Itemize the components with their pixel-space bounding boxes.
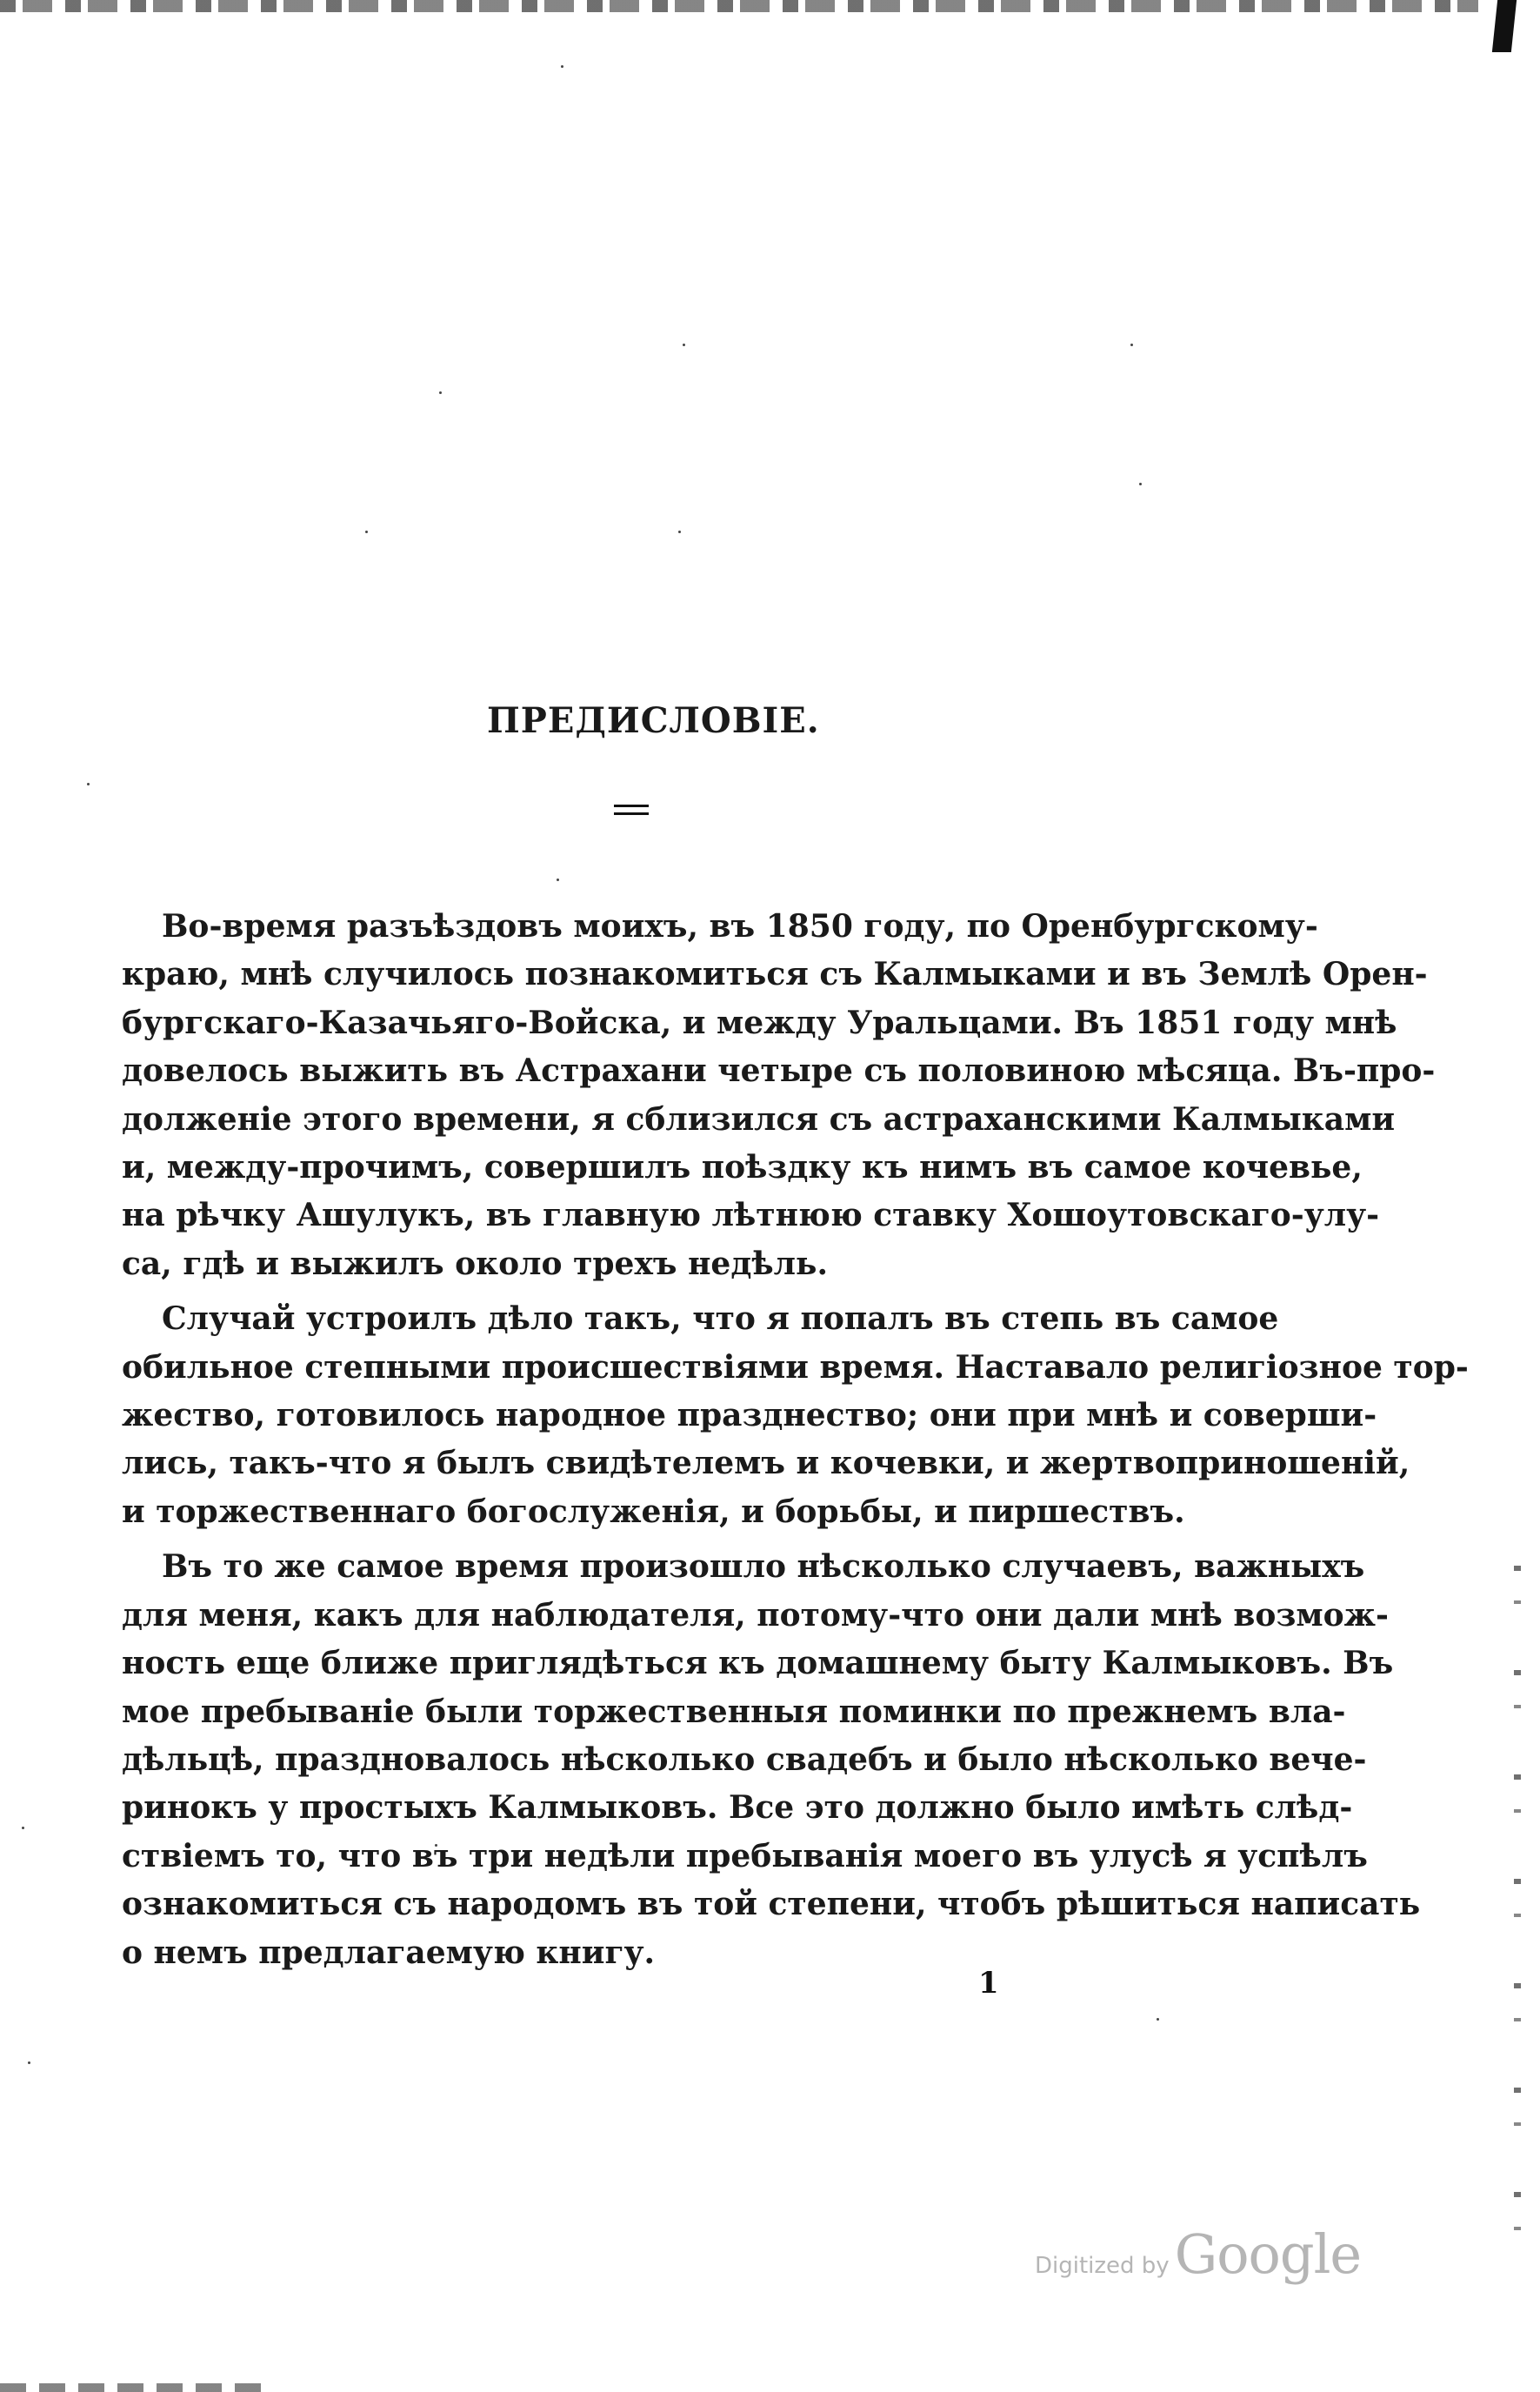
text-line: Во-время разъѣздовъ моихъ, въ 1850 году, по Оренбургскому- — [162, 908, 1318, 945]
paragraph-3 — [122, 1543, 1421, 1977]
watermark-prefix: Digitized by — [1035, 2253, 1170, 2279]
scan-speck — [28, 2061, 30, 2064]
text-line: ознакомиться съ народомъ въ той степени, чтобъ рѣшиться написать — [122, 1886, 1421, 1923]
text-line: ринокъ у простыхъ Калмыковъ. Все это должно было имѣть слѣд- — [122, 1789, 1353, 1827]
text-line: на рѣчку Ашулукъ, въ главную лѣтнюю ставку Хошоутовскаго-улу- — [122, 1197, 1380, 1234]
chapter-heading: ПРЕДИСЛОВІЕ. — [487, 700, 820, 741]
text-line: ствіемъ то, что въ три недѣли пребыванія моего въ улусѣ я успѣлъ — [122, 1837, 1368, 1874]
paragraph-1 — [122, 903, 1436, 1288]
paragraph-2 — [122, 1295, 1469, 1536]
text-line: краю, мнѣ случилось познакомиться съ Калмыками и въ Землѣ Орен- — [122, 956, 1428, 993]
scan-speck — [557, 879, 559, 881]
scan-speck — [561, 65, 563, 68]
scan-speck — [87, 783, 90, 785]
scan-edge-top — [0, 0, 1478, 12]
heading-rule-top — [614, 805, 649, 807]
scan-speck — [439, 391, 442, 394]
text-line: Случай устроилъ дѣло такъ, что я попалъ въ степь въ самое — [162, 1300, 1279, 1338]
scan-edge-bottom — [0, 2383, 261, 2392]
digitized-watermark — [1035, 2222, 1361, 2286]
text-line: лись, такъ-что я былъ свидѣтелемъ и кочевки, и жертвоприношеній, — [122, 1445, 1410, 1482]
scan-speck — [22, 1827, 24, 1829]
scan-speck — [678, 531, 681, 533]
scan-speck — [365, 531, 368, 533]
text-line: дѣльцѣ, праздновалось нѣсколько свадебъ и было нѣсколько вече- — [122, 1741, 1367, 1778]
scan-speck — [1130, 344, 1133, 346]
text-line: ность еще ближе приглядѣться къ домашнему быту Калмыковъ. Въ — [122, 1645, 1394, 1682]
google-logo: Google — [1174, 2222, 1362, 2286]
text-line: са, гдѣ и выжилъ около трехъ недѣль. — [122, 1245, 828, 1282]
text-line: мое пребываніе были торжественныя поминки по прежнемъ вла- — [122, 1693, 1346, 1730]
text-line: Въ то же самое время произошло нѣсколько случаевъ, важныхъ — [162, 1548, 1365, 1586]
text-line: долженіе этого времени, я сблизился съ астраханскими Калмыками — [122, 1100, 1396, 1138]
text-line: о немъ предлагаемую книгу. — [122, 1934, 656, 1971]
text-line: обильное степными происшествіями время. Наставало религіозное тор- — [122, 1348, 1469, 1386]
scan-speck — [1157, 2018, 1159, 2021]
scan-corner-mark — [1492, 0, 1517, 52]
heading-rule-bottom — [614, 812, 649, 815]
text-line: для меня, какъ для наблюдателя, потому-что они дали мнѣ возмож- — [122, 1596, 1389, 1634]
text-line: и торжественнаго богослуженія, и борьбы, и пиршествъ. — [122, 1493, 1185, 1530]
text-line: бургскаго-Казачьяго-Войска, и между Уральцами. Въ 1851 году мнѣ — [122, 1004, 1397, 1041]
text-line: жество, готовилось народное празднество; они при мнѣ и соверши- — [122, 1397, 1377, 1434]
scan-edge-right — [1514, 1566, 1521, 2262]
body-text — [122, 903, 1469, 1984]
page-number: 1 — [978, 1966, 999, 2001]
scan-speck — [683, 344, 685, 346]
text-line: и, между-прочимъ, совершилъ поѣздку къ нимъ въ самое кочевье, — [122, 1149, 1363, 1186]
text-line: довелось выжить въ Астрахани четыре съ половиною мѣсяца. Въ-про- — [122, 1052, 1436, 1090]
scan-speck — [1139, 483, 1142, 485]
